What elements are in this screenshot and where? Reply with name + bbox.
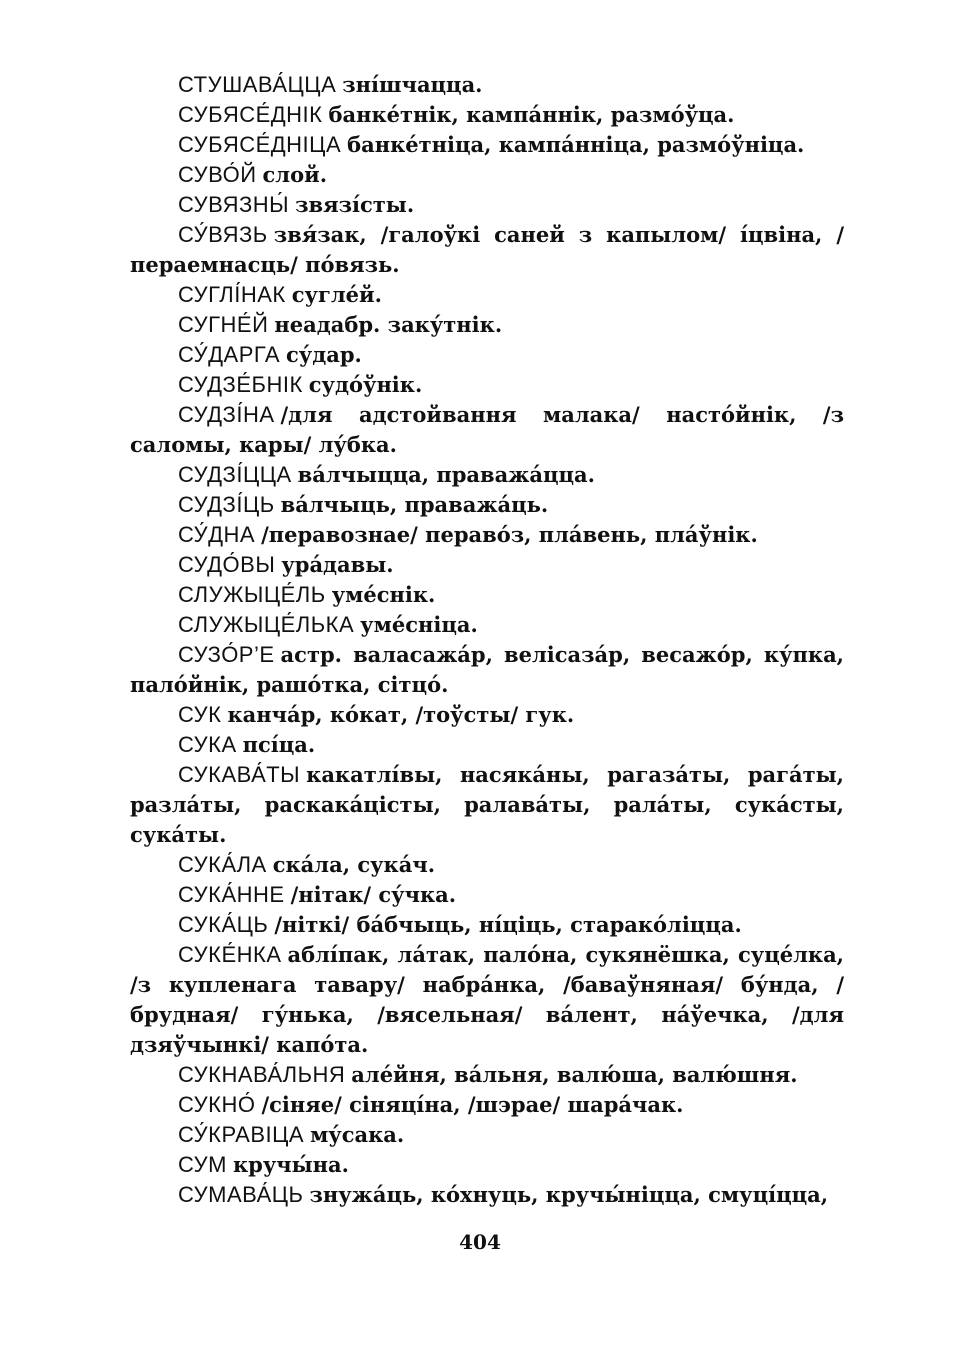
entry-headword: СУДЗІ́НА <box>178 402 275 427</box>
entry-headword: СУЗО́Р’Е <box>178 642 275 667</box>
entry-headword: СУКНАВА́ЛЬНЯ <box>178 1062 346 1087</box>
entry-headword: СУ́ДАРГА <box>178 342 280 367</box>
dictionary-entry <box>130 160 844 190</box>
entry-headword: СУГЛІ́НАК <box>178 282 286 307</box>
entry-definition: банке́тніца, кампа́нніца, размо́ўніца. <box>347 132 805 157</box>
dictionary-entry <box>130 190 844 220</box>
entry-headword: СУДЗЕ́БНІК <box>178 372 303 397</box>
dictionary-entry <box>130 340 844 370</box>
dictionary-entry <box>130 370 844 400</box>
entry-definition: уме́сніца. <box>360 612 478 637</box>
dictionary-entry <box>130 520 844 550</box>
entry-headword: СУДО́ВЫ <box>178 552 276 577</box>
dictionary-entry <box>130 760 844 850</box>
entry-headword: СУВЯЗНЫ́ <box>178 192 290 217</box>
entry-definition: ва́лчыцца, праважа́цца. <box>297 462 595 487</box>
entry-headword: СУДЗІ́ЦЦА <box>178 462 292 487</box>
entry-headword: СЛУЖЫЦЕ́ЛЬКА <box>178 612 355 637</box>
dictionary-entry <box>130 1150 844 1180</box>
dictionary-entry <box>130 550 844 580</box>
entries-block <box>130 70 844 1210</box>
entry-definition: ура́давы. <box>281 552 394 577</box>
entry-headword: СУМАВА́ЦЬ <box>178 1182 304 1207</box>
page-number: 404 <box>459 1230 501 1254</box>
dictionary-entry <box>130 1180 844 1210</box>
dictionary-entry <box>130 850 844 880</box>
entry-definition: су́дар. <box>286 342 362 367</box>
entry-definition: судо́ўнік. <box>308 372 423 397</box>
dictionary-entry <box>130 460 844 490</box>
dictionary-entry <box>130 640 844 700</box>
dictionary-entry <box>130 130 844 160</box>
entry-definition: /перавознае/ перавóз, пла́вень, пла́ўнік. <box>261 522 758 547</box>
dictionary-entry <box>130 1060 844 1090</box>
dictionary-entry <box>130 730 844 760</box>
entry-definition: ска́ла, сука́ч. <box>272 852 436 877</box>
entry-headword: СЛУЖЫЦЕ́ЛЬ <box>178 582 326 607</box>
entry-headword: СУКА́ЛА <box>178 852 267 877</box>
dictionary-entry <box>130 910 844 940</box>
entry-definition: какатлі́вы, насяка́ны, рагаза́ты, рага́ты, разла́ты, раскака́цісты, ралава́ты, рала́ты, сука́сты, сука́ты. <box>130 762 844 847</box>
entry-headword: СУДЗІ́ЦЬ <box>178 492 275 517</box>
entry-headword: СУ́ВЯЗЬ <box>178 222 268 247</box>
entry-definition: звязі́сты. <box>295 192 415 217</box>
dictionary-entry <box>130 280 844 310</box>
entry-headword: СУ́ДНА <box>178 522 256 547</box>
dictionary-entry <box>130 400 844 460</box>
entry-headword: СУК <box>178 702 222 727</box>
entry-definition: /нітак/ су́чка. <box>290 882 457 907</box>
entry-headword: СУБЯСЕ́ДНІК <box>178 102 323 127</box>
entry-definition: кручы́на. <box>232 1152 349 1177</box>
entry-definition: /для адстойвання малака/ насто́йнік, /з саломы, кары/ лу́бка. <box>130 402 844 457</box>
entry-definition: але́йня, ва́льня, валю́ша, валю́шня. <box>351 1062 798 1087</box>
entry-headword: СУ́КРАВІЦА <box>178 1122 305 1147</box>
entry-definition: /ніткі/ ба́бчыць, ні́ціць, старако́ліцца. <box>274 912 742 937</box>
entry-definition: астр. валасажа́р, велісаза́р, весажо́р, ку́пка, пало́йнік, рашо́тка, сітцо́. <box>130 642 844 697</box>
entry-definition: зні́шчацца. <box>342 72 483 97</box>
dictionary-entry <box>130 700 844 730</box>
entry-definition: слой. <box>262 162 328 187</box>
dictionary-entry <box>130 220 844 280</box>
dictionary-entry <box>130 490 844 520</box>
entry-definition: сугле́й. <box>291 282 382 307</box>
entry-definition: му́сака. <box>310 1122 405 1147</box>
entry-headword: СУБЯСЕ́ДНІЦА <box>178 132 342 157</box>
entry-headword: СУКА́ЦЬ <box>178 912 269 937</box>
entry-definition: знужа́ць, ко́хнуць, кручы́ніцца, смуці́цца, <box>309 1182 829 1207</box>
dictionary-entry <box>130 610 844 640</box>
entry-definition: ва́лчыць, праважа́ць. <box>280 492 549 517</box>
dictionary-entry <box>130 1120 844 1150</box>
entry-headword: СУВО́Й <box>178 162 257 187</box>
dictionary-entry <box>130 940 844 1060</box>
entry-headword: СУКНО́ <box>178 1092 256 1117</box>
entry-definition: канча́р, ко́кат, /тоўсты/ гук. <box>227 702 575 727</box>
entry-definition: неадабр. заку́тнік. <box>274 312 503 337</box>
dictionary-entry <box>130 1090 844 1120</box>
entry-headword: СУГНЕ́Й <box>178 312 269 337</box>
entry-definition: уме́снік. <box>331 582 436 607</box>
entry-definition: банке́тнік, кампа́ннік, размо́ўца. <box>328 102 735 127</box>
dictionary-entry <box>130 70 844 100</box>
dictionary-entry <box>130 880 844 910</box>
entry-definition: аблі́пак, ла́так, пало́на, сукянёшка, суце́лка, /з купленага тавару/ набра́нка, /баваўняная/ бу́нда, /брудная/ гу́нька, /вясельная/ ва́лент, на́ўечка, /для дзяўчынкі/ капо́та. <box>130 942 844 1057</box>
dictionary-entry <box>130 580 844 610</box>
entry-definition: псі́ца. <box>242 732 316 757</box>
entry-headword: СУКАВА́ТЫ <box>178 762 301 787</box>
dictionary-entry <box>130 100 844 130</box>
entry-definition: звя́зак, /галоўкі саней з капылом/ і́цвіна, /пераемнасць/ по́вязь. <box>130 222 844 277</box>
entry-headword: СУКЕ́НКА <box>178 942 282 967</box>
dictionary-entry <box>130 310 844 340</box>
entry-headword: СУКА́ННЕ <box>178 882 285 907</box>
entry-definition: /сіняе/ сіняці́на, /шэрае/ шара́чак. <box>261 1092 684 1117</box>
entry-headword: СТУШАВА́ЦЦА <box>178 72 337 97</box>
entry-headword: СУМ <box>178 1152 227 1177</box>
entry-headword: СУКА <box>178 732 237 757</box>
